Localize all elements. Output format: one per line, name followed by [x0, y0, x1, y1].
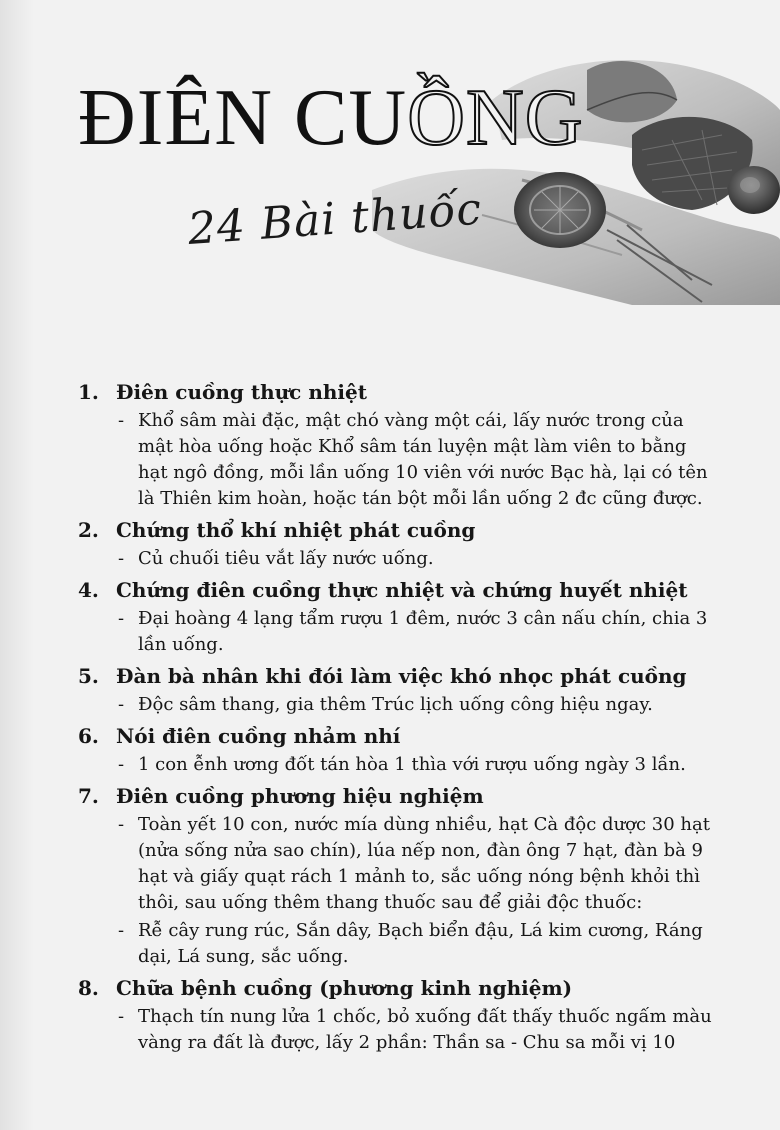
- remedy-item: [78, 546, 718, 572]
- remedy-section: [78, 576, 718, 658]
- remedy-section: [78, 974, 718, 1056]
- remedy-section: [78, 516, 718, 572]
- remedy-text: Đại hoàng 4 lạng tẩm rượu 1 đêm, nước 3 cân nấu chín, chia 3 lần uống.: [138, 608, 708, 655]
- bullet-dash: -: [118, 920, 125, 941]
- title-outline-part: ỒNG: [407, 74, 584, 162]
- section-title: Điên cuồng thực nhiệt: [116, 380, 367, 404]
- remedy-section: [78, 722, 718, 778]
- section-number: 8.: [78, 976, 99, 1000]
- section-number: 7.: [78, 784, 99, 808]
- section-heading: [78, 516, 718, 544]
- section-number: 2.: [78, 518, 99, 542]
- section-heading: [78, 378, 718, 406]
- remedy-text: Củ chuối tiêu vắt lấy nước uống.: [138, 548, 434, 569]
- title-main-part: ĐIÊN CU: [78, 74, 408, 162]
- remedy-text: Khổ sâm mài đặc, mật chó vàng một cái, lấy nước trong của mật hòa uống hoặc Khổ sâm tán luyện mật làm viên to bằng hạt ngô đồng, mỗi lần uống 10 viên với nước Bạc hà, lại có tên là Thiên kim hoàn, hoặc tán bột mỗi lần uống 2 đc cũng được.: [138, 410, 708, 509]
- bullet-dash: -: [118, 814, 125, 835]
- remedy-item: [78, 606, 718, 658]
- remedy-text: Toàn yết 10 con, nước mía dùng nhiều, hạt Cà độc dược 30 hạt (nửa sống nửa sao chín), lúa nếp non, đàn ông 7 hạt, đàn bà 9 hạt và giấy quạt rách 1 mảnh to, sắc uống nóng bệnh khỏi thì thôi, sau uống thêm thang thuốc sau để giải độc thuốc:: [138, 814, 710, 913]
- remedy-item: [78, 1004, 718, 1056]
- bullet-dash: -: [118, 1006, 125, 1027]
- section-title: Chứng điên cuồng thực nhiệt và chứng huyết nhiệt: [116, 578, 688, 602]
- bullet-dash: -: [118, 694, 125, 715]
- bullet-dash: -: [118, 410, 125, 431]
- remedy-item: [78, 692, 718, 718]
- section-title: Nói điên cuồng nhảm nhí: [116, 724, 401, 748]
- section-heading: [78, 722, 718, 750]
- page-subtitle: 24 Bài thuốc: [186, 183, 484, 255]
- remedy-section: [78, 782, 718, 970]
- section-heading: [78, 662, 718, 690]
- section-heading: [78, 974, 718, 1002]
- remedy-item: [78, 752, 718, 778]
- remedy-section: [78, 662, 718, 718]
- bullet-dash: -: [118, 754, 125, 775]
- remedy-section: [78, 378, 718, 512]
- section-title: Điên cuồng phương hiệu nghiệm: [116, 784, 484, 808]
- section-number: 5.: [78, 664, 99, 688]
- section-title: Chữa bệnh cuồng (phương kinh nghiệm): [116, 976, 573, 1000]
- remedy-text: Rễ cây rung rúc, Sắn dây, Bạch biển đậu, Lá kim cương, Ráng dại, Lá sung, sắc uống.: [138, 920, 703, 967]
- bullet-dash: -: [118, 608, 125, 629]
- bullet-dash: -: [118, 548, 125, 569]
- section-number: 4.: [78, 578, 99, 602]
- page-gutter: [0, 0, 34, 1130]
- remedy-item: [78, 918, 718, 970]
- section-number: 1.: [78, 380, 99, 404]
- remedy-text: Thạch tín nung lửa 1 chốc, bỏ xuống đất thấy thuốc ngấm màu vàng ra đất là được, lấy 2 phần: Thần sa - Chu sa mỗi vị 10: [138, 1006, 712, 1053]
- section-title: Chứng thổ khí nhiệt phát cuồng: [116, 518, 476, 542]
- remedy-item: [78, 812, 718, 916]
- section-heading: [78, 782, 718, 810]
- section-heading: [78, 576, 718, 604]
- page-title: [78, 74, 584, 162]
- remedy-list: [78, 378, 718, 1060]
- section-title: Đàn bà nhân khi đói làm việc khó nhọc phát cuồng: [116, 664, 687, 688]
- remedy-text: Độc sâm thang, gia thêm Trúc lịch uống công hiệu ngay.: [138, 694, 653, 715]
- remedy-item: [78, 408, 718, 512]
- section-number: 6.: [78, 724, 99, 748]
- remedy-text: 1 con ễnh ương đốt tán hòa 1 thìa với rượu uống ngày 3 lần.: [138, 754, 686, 775]
